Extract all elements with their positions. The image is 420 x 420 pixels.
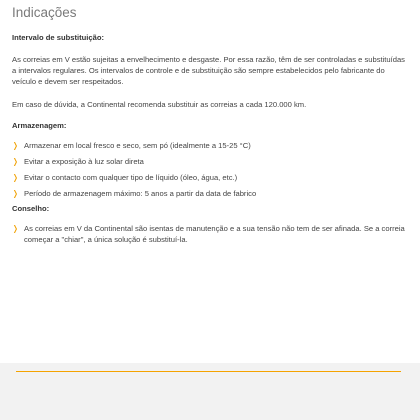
chevron-right-icon: ❭	[12, 157, 19, 166]
footer-divider	[16, 371, 401, 372]
chevron-right-icon: ❭	[12, 141, 19, 150]
replacement-interval-heading: Intervalo de substituição:	[12, 33, 104, 42]
list-item-text: Armazenar em local fresco e seco, sem pó (idealmente a 15-25 °C)	[24, 141, 251, 150]
replacement-paragraph-2: Em caso de dúvida, a Continental recomenda substituir as correias a cada 120.000 km.	[12, 100, 307, 109]
storage-list	[12, 140, 408, 199]
chevron-right-icon: ❭	[12, 224, 19, 233]
list-item-text: Período de armazenagem máximo: 5 anos a partir da data de fabrico	[24, 189, 257, 198]
list-item	[12, 188, 408, 199]
list-item	[12, 172, 408, 183]
storage-heading: Armazenagem:	[12, 121, 67, 130]
page-title: Indicações	[12, 5, 77, 20]
list-item-text: As correias em V da Continental são isentas de manutenção e a sua tensão não tem de ser afinada. Se a correia começar a "chiar", a única solução é substituí-la.	[24, 224, 405, 244]
advice-heading: Conselho:	[12, 204, 50, 213]
advice-list	[12, 223, 408, 245]
content-area	[12, 4, 408, 245]
chevron-right-icon: ❭	[12, 173, 19, 182]
list-item	[12, 156, 408, 167]
footer-band	[0, 363, 420, 420]
chevron-right-icon: ❭	[12, 189, 19, 198]
list-item-text: Evitar o contacto com qualquer tipo de líquido (óleo, água, etc.)	[24, 173, 238, 182]
list-item-text: Evitar a exposição à luz solar direta	[24, 157, 144, 166]
list-item	[12, 140, 408, 151]
replacement-paragraph-1: As correias em V estão sujeitas a envelhecimento e desgaste. Por essa razão, têm de ser controladas e substituídas a intervalos regulares. Os intervalos de controle e de substituição são sempre estabelecidos pelo fabricante do veículo e devem ser respeitados.	[12, 55, 405, 86]
list-item	[12, 223, 408, 245]
